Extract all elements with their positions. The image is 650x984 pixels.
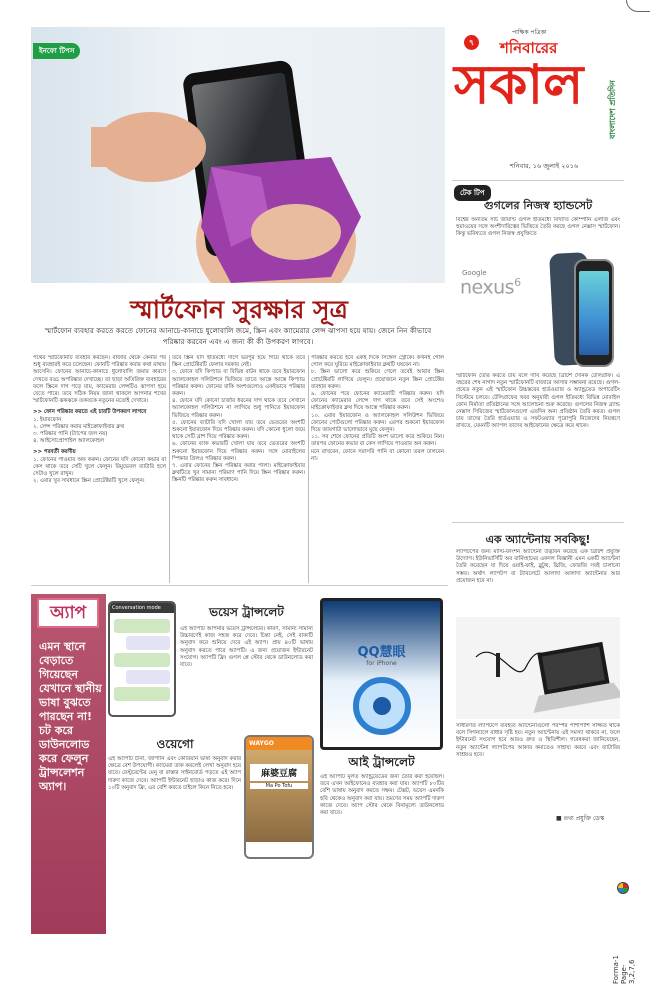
voice-phone-header: Conversation mode [110,603,174,613]
phone-front [574,259,614,367]
article-column-3: পরিষ্কার করতে হবে একই দিকে সিঙ্গেল স্ট্রোকে। কখনই গোল গোল করে ঘুরিয়ে মাইক্রোফাইবার ক্লথটি ঘষবেন না। ৮. স্ক্রিন ভালো করে শুকিয়ে গেলে তবেই আবার স্ক্রিন প্রোটেক্টরটি লাগিয়ে ফেলুন। প্রয়োজনে নতুন স্ক্রিন প্রোটেক্টর ব্যবহার করুন। ৯. ফোনের পরে ফোনের ক্যামেরাটি পরিষ্কার করুন। যদি ফোনের ক্যামেরার লেন্সে দাগ থাকে তবে সেই অংশেও মাইক্রোফাইবার ক্লথ দিয়ে আস্তে পরিষ্কার করুন। ১০. এবার ইয়ারফোন ও অ্যালকোহল সলিউশন ভিজিয়ে ফোনের পোর্টগুলো পরিষ্কার করুন। এরপর শুকনো ইয়ারফোন দিয়ে জায়গাটা ভালোভাবে মুছে ফেলুন। ১১. সব শেষে ফোনের প্রতিটি অংশ ভালো করে শুকিয়ে নিন। তারপর ফোনের কভার বা কেস লাগিয়ে পাওয়ার অন করুন। মনে রাখবেন, ফোনে সরাসরি পানি বা কোনো তরল ঢালবেন না। [311,355,444,462]
tech-tip-body: স্মার্টফোন তৈরি করতে চায় বলে দাবি করেছে ব্রিটিশ দৈনিক টেলিগ্রাফ। এ বছরের শেষ নাগাদ নতুন স্মার্টফোনটি বাজারে আসার সম্ভাবনা রয়েছে। গুগল-প্রয়েড নতুন এই স্মার্টফোন উচ্চস্তরের হার্ডওয়্যার ও অ্যান্ড্রয়েড অপারেটিং সিস্টেমে চলবে। টেলিগ্রাফের খবর অনুযায়ী গুগল ইতিমধ্যে বিভিন্ন মোবাইল ফোন নির্মাতা প্রতিষ্ঠানের সঙ্গে আলোচনা শুরু করেছে। গুগলের নিজস্ব ব্র্যান্ড নেক্সাস সিরিজের স্মার্টফোনগুলো এতদিন অন্য প্রতিষ্ঠান তৈরি করত। গুগল চায় তাদের তৈরি হার্ডওয়্যার ও সফটওয়্যার পুরোপুরি নিজেদের নিয়ন্ত্রণে রাখতে, যেমনটি অ্যাপল তাদের আইফোনের ক্ষেত্রে করে থাকে। [456,373,620,430]
ai-translate-body: এই অ্যাপটি মূলত অ্যান্ড্রয়েডের জন্য তৈরি করা হয়েছিল। তবে এখন আইফোনেও ব্যবহার করা যায়। অ্যাপটি ৮০টির বেশি ভাষায় অনুবাদ করতে সক্ষম। টেক্সট, ভয়েস এমনকি ছবি থেকেও অনুবাদ করা যায়। ভ্রমণের সময় অ্যাপটি দারুণ কাজে দেবে। অ্যাপ স্টোর থেকে বিনামূল্যে ডাউনলোড করা যাবে। [320,774,444,817]
nexus-name-text: nexus [460,276,515,299]
ai-translate-phone [320,598,443,750]
nexus-brand: Google [462,269,487,277]
voice-translate-body: এই অ্যাপটি আপনার ভয়েস ট্রান্সলেটর। কারণ, সামান্য সামান্য উচ্চারণেই কাজ সহজ করে দেবে। চিন্তা নেই, সেই বাক্যটি অনুবাদ করে শুনিয়ে দেবে এই অ্যাপ। প্রায় ৪০টি ভাষায় অনুবাদ করতে পারে অ্যাপটি। এ জন্য প্রয়োজন ইন্টারনেট সংযোগ। অ্যাপটি ফ্রি। গুগল প্লে স্টোর থেকে ডাউনলোড করা যাবে। [180,626,313,669]
column-divider [308,355,309,583]
tech-tip-title: গুগলের নিজস্ব হ্যান্ডসেট [483,199,593,212]
phone-front-screen [579,271,609,355]
masthead-tab-number: ৭ [464,35,479,50]
tech-tip-intro: বিশ্বের অন্যতম সার্চ জায়ান্ট গুগল ইতিমধ্যে বিখ্যাত কোম্পানি এলজি এবং হুয়াওয়ের সঙ্গে অংশীদারিত্বের ভিত্তিতে তৈরি করছে গুগল নেক্সাস স্মার্টফোন। কিন্তু ভবিষ্যতে গুগল নিজস্ব প্রযুক্তিতে [456,217,620,238]
registration-mark [617,882,629,894]
waygo-title: ওয়েগো [156,737,194,751]
laptop-illustration [456,617,620,719]
antenna-title: এক অ্যান্টেনায় সবকিছু! [485,533,591,546]
voice-phone-row-1 [114,619,170,633]
antenna-credit: ■ তথ্য প্রযুক্তি ডেস্ক [556,815,605,822]
article-headline: স্মার্টফোন সুরক্ষার সূত্র [130,295,348,324]
photo-illustration [31,27,445,283]
masthead [452,27,624,177]
nexus-phone-image [456,245,620,369]
eye-pupil [373,697,391,715]
nexus-name [460,276,521,298]
info-tips-badge: ইনফো টিপস [33,43,80,59]
voice-phone-row-2 [126,636,170,650]
phone-cleaning-photo [31,27,445,283]
apps-tag: অ্যাপ [37,598,99,628]
column-divider [169,355,170,583]
masthead-date: শনিবার, ১৬ জুলাই ২০১৬ [510,162,579,170]
voice-translate-phone [108,601,176,717]
waygo-body: এই অ্যাপটি চীনা, জাপানি এবং কোরিয়ান ভাষা অনুবাদ করার ক্ষেত্রে বেশ উপযোগী। ক্যামেরা তাক করলেই লেখা অনুবাদ হয়ে যাবে। রেস্টুরেন্টের মেনু বা রাস্তার সাইনবোর্ড পড়তে এই অ্যাপ দারুণ কাজে দেবে। অ্যাপটি ইন্টারনেট ছাড়াও কাজ করে। দিনে ১০টি অনুবাদ ফ্রি, এর বেশি করতে চাইলে কিনে নিতে হবে। [108,756,241,791]
waygo-phone-sub: Ma Po Tofu [250,783,308,789]
ai-translate-title: আই ট্রান্সলেট [348,755,415,769]
laptop-image [456,617,620,719]
corner-mark [626,0,650,12]
antenna-body: ল্যাপটপের জন্য মাল্টি-ফাংশন অ্যান্টেনা উদ্ভাবন করেছে এক ব্রিটিশ প্রযুক্তি উদ্যোগ। ইউনিভার্সিটি অব বার্মিংহামের একদল বিজ্ঞানী এমন একটি অ্যান্টেনা তৈরি করেছেন যা দিয়ে ওয়াই-ফাই, ব্লুটুথ, থ্রিজি, ফোরজি সবই চালানো সম্ভব। অর্থাৎ ল্যাপটপ বা ট্যাবলেটে আলাদা আলাদা অ্যান্টেনার আর প্রয়োজন হবে না। [456,549,620,584]
nexus-version: 6 [514,276,521,289]
article-column-2: তবে স্ক্রিন যদি ইতিমধ্যে দাগে ভরপুর হয়ে গিয়ে থাকে তবে স্ক্রিন প্রোটেক্টরটি ফেলার দরকার নেই। ৩. ফোনে যদি কিপ্যাড বা বিভিন্ন বাটন থাকে তবে ইয়ারফোন অ্যালকোহল সলিউশনে ভিজিয়ে তাতে আস্তে আস্তে কিপ্যাড পরিষ্কার করুন। ফোনের বাকি অংশগুলোও একইভাবে পরিষ্কার করুন। ৪. ফোনে যদি কোনো চার্জার ধরনের দাগ থাকে তবে সেখানে অ্যালকোহল সলিউশনে না লাগিয়ে শুধু পানিতে ইয়ারফোন ভিজিয়ে পরিষ্কার করুন। ৫. ফোনের ব্যাটারি যদি খোলা যায় তবে ভেতরের অংশটি শুকনো ইয়ারফোন দিয়ে পরিষ্কার করুন। যদি কোনো ধুলো জমে থাকে সেটি ব্রাশ দিয়ে পরিষ্কার করুন। ৬. ফোনের ব্যাক কভারটি খোলা যায় তবে ভেতরের অংশটি শুকনো ইয়ারফোন দিয়ে পরিষ্কার করুন। সঙ্গে মোবাইলের স্পিকার গ্রিলও পরিষ্কার করুন। ৭. এবার ফোনের স্ক্রিন পরিষ্কার করার পালা। মাইক্রোফাইবার ক্লথটিতে খুব সামান্য পরিমাণ পানি দিয়ে স্ক্রিন পরিষ্কার করুন। স্ক্রিনটি পরিষ্কার করুন সাবধানে। [172,355,305,484]
col1-list-title: >> ফোন পরিষ্কার করতে এই চারটি উপকরণ লাগবে [33,409,147,416]
antenna-body-2: সাধারণত ল্যাপটপে ব্যবহৃত অ্যান্টেনাগুলো পরস্পর পাশাপাশি সজ্জিত থাকে বলে সিগন্যালে বাধার সৃষ্টি হয়। নতুন অ্যান্টেনায় এই সমস্যা থাকবে না, ফলে ইন্টারনেট সংযোগ হবে আরও দ্রুত ও স্থিতিশীল। গবেষকরা জানিয়েছেন, নতুন অ্যান্টেনা ল্যাপটপের আকার কমাতেও সাহায্য করবে এবং ব্যাটারির সাশ্রয়ও হবে। [456,723,620,758]
waygo-phone-text: 麻婆豆腐 [250,764,308,781]
print-code: Forma-1 Page-3,2,7,6 [612,955,636,984]
col1-text: পথের স্মার্টফোনটি ব্যবহার করছেন। বাজার থেকে কেনার পর শুধু ব্যবহারই করে চলেছেন। ফোনটি পরিষ্কার করার কথা মাথায় আসেনি। ফোনের আনাচে-কানাচে ধুলোবালি জমার কারণে দেখতে বড্ড অপরিষ্কার দেখাচ্ছে। তা ছাড়া অতিরিক্ত ব্যবহারের ফলে স্ক্রিনে দাগ পড়ে যায়, ক্যামেরার লেন্সটিও ঝাপসা হয়ে যেতে পারে। তবে সঠিক নিয়ম জানা থাকলে আপনার শখের স্মার্টফোনটি ঝকঝকে তকতকে নতুনের মতোই দেখাবে। [33,355,166,405]
apps-side-text: এমন স্থানে বেড়াতে গিয়েছেন যেখানে স্থানীয় ভাষা বুঝতে পারছেন না! চট করে ডাউনলোড করে ফেলুন ট্রান্সলেশন অ্যাপ। [39,640,102,793]
masthead-top-line: পাক্ষিক পত্রিকা [512,29,547,36]
waygo-phone-image [246,750,312,842]
ai-phone-sub: for iPhone [366,660,397,667]
voice-phone-row-5 [114,687,170,701]
waygo-phone [244,735,314,859]
masthead-side-text: বাংলাদেশ প্রতিদিন [608,80,617,139]
eye-icon [353,677,411,735]
voice-phone-row-3 [114,653,170,667]
voice-translate-title: ভয়েস ট্রান্সলেট [209,605,284,619]
antenna-section [452,522,624,947]
article-column-1 [33,355,166,585]
voice-phone-row-4 [126,670,170,684]
col1-list2-title: >> পরবর্তী করণীয় [33,449,76,456]
masthead-subtitle: শনিবারের [500,39,558,57]
waygo-phone-header: WAYGO [246,737,312,750]
ai-phone-header: QQ慧眼 [357,645,406,660]
col1-list2: ১. ফোনের পাওয়ার অফ করুন। ফোনের যদি কোনো কভার বা কেস থাকে তবে সেটি খুলে ফেলুন। রিমুভেবল ব্যাটারি হলে সেটাও খুলে রাখুন। ২. এবার খুব সাবধানে স্ক্রিন প্রোটেক্টরটি খুলে ফেলুন। [33,456,166,485]
article-intro: স্মার্টফোন ব্যবহার করতে করতে ফোনের আনাচে-কানাচে ধুলোবালি জমে, স্ক্রিন এবং ক্যামেরার লেন্স ঝাপসা হয়ে যায়। জেনে নিন কীভাবে পরিষ্কার করবেন এবং এ জন্য কী কী উপকরণ লাগবে। [44,326,432,346]
masthead-title: সকাল [454,52,584,116]
col1-list: ১. ইয়ারফোন ২. লেন্স পরিষ্কার করার মাইক্রোফাইবার ক্লথ ৩. পরিষ্কার পানি (ট্যাপের জল নয়) ৪. আইসোপ্রোপাইল অ্যালকোহল [33,416,124,445]
apps-side-panel [31,594,106,934]
tech-tip-badge: টেক টিপ [454,185,491,201]
